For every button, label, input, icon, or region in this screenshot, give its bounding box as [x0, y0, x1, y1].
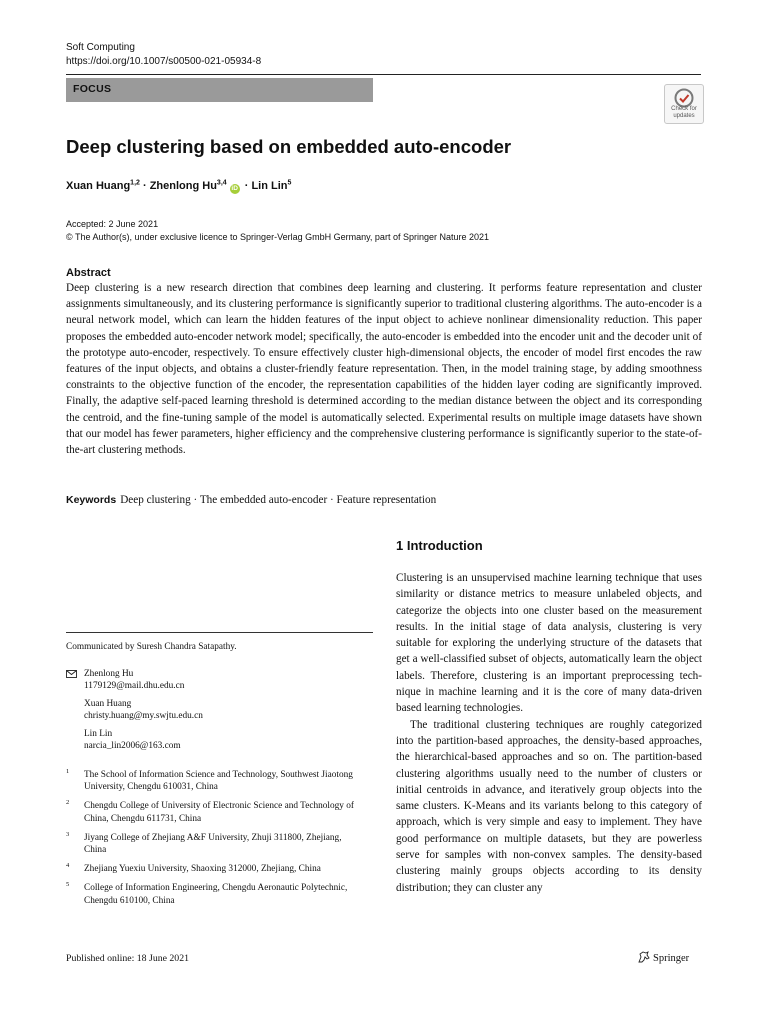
affiliation-number: 3: [66, 830, 70, 838]
contact-email[interactable]: narcia_lin2006@163.com: [84, 741, 181, 751]
author-affiliation-ref: 1,2: [130, 179, 140, 187]
contact-email[interactable]: 1179129@mail.dhu.edu.cn: [84, 681, 185, 691]
author-name: Lin Lin: [251, 180, 288, 192]
affiliation-list: [66, 769, 366, 914]
section-heading-introduction: 1 Introduction: [396, 538, 483, 553]
article-meta: [66, 218, 489, 244]
contact-entry: [66, 698, 366, 722]
journal-name: Soft Computing: [66, 42, 135, 53]
check-updates-line2: updates: [673, 113, 695, 119]
communicated-by: Communicated by Suresh Chandra Satapathy.: [66, 642, 237, 652]
paper-title: Deep clustering based on embedded auto-encoder: [66, 136, 512, 157]
author-separator: ·: [142, 180, 147, 192]
contact-name: Xuan Huang: [84, 699, 132, 709]
introduction-body: [396, 570, 702, 896]
intro-paragraph: The traditional clustering techniques are roughly categorized into the partition-based approaches, the density-based approaches, the hierarchical-based approaches and so on. The partition-based clustering algorithms usually need to the number of clusters or initial centroids in advance, and iteratively group objects into the same clusters. K-Means and its variants belong to this category of approach, which is very simple and easy to implement. They have good performance on multiple datasets, but they are powerless serve for samples with non-convex samples. The density-based clustering mainly groups objects according to its density distribution; they can cluster any: [396, 718, 702, 894]
check-for-updates-badge[interactable]: [664, 84, 704, 124]
keywords-label: Keywords: [66, 494, 117, 506]
author-separator: ·: [244, 180, 249, 192]
author-name: Xuan Huang: [66, 180, 131, 192]
intro-paragraph: Clustering is an unsupervised machine learning technique that uses similarity or distance metrics to measure unlabeled objects, and categorize the objects into one cluster based on the measurement results. In the initial stage of data analysis, clustering is very suitable for exploring the underlying structure of the datasets that get a well-classified subset of objects, automatically learn the object labels. Therefore, clustering is an important preprocessing technique in machine learning and it is the core of many data-driven based learning technologies.: [396, 572, 702, 715]
publisher-name: Springer: [653, 953, 690, 964]
envelope-icon: [66, 670, 77, 678]
abstract-text: Deep clustering is a new research direction that combines deep learning and clustering. It performs feature representation and cluster assignments simultaneously, and its clustering performance is significantly superior to traditional clustering algorithms. The auto-encoder is a neural network model, which can learn the hidden features of the input object to achieve nonlinear dimensionality reduction. This paper proposes the embedded auto-encoder network model; specifically, the auto-encoder is embedded into the encoder unit and the decoder unit of the prototype auto-encoder, respectively. To ensure effectively cluster high-dimensional objects, the encoder of model first encodes the raw features of the input objects, and obtains a cluster-friendly feature representation. Then, in the model training stage, by adding smoothness constraints to the objective function of the encoder, the representation capabilities of the hidden layer coding are significantly improved. Finally, the adaptive self-paced learning threshold is determined according to the median distance between the object and its corresponding the centroid, and the fine-tuning sample of the model is automatically selected. Experimental results on multiple image datasets have shown that our model has fewer parameters, higher efficiency and the comprehensive clustering performance is significantly superior to the state-of-the-art clustering methods.: [66, 282, 702, 457]
contact-entry: [66, 668, 366, 692]
header-rule: [66, 74, 701, 75]
affiliation: [66, 832, 366, 856]
abstract-heading: Abstract: [66, 267, 111, 279]
affiliation: [66, 769, 366, 793]
copyright-notice: © The Author(s), under exclusive licence to Springer-Verlag GmbH Germany, part of Springer Nature 2021: [66, 232, 489, 242]
affiliation-text: Jiyang College of Zhejiang A&F University, Zhuji 311800, Zhejiang, China: [84, 832, 342, 856]
section-label-bar: [66, 78, 373, 102]
affiliation: [66, 800, 366, 824]
contact-entry: [66, 728, 366, 752]
published-online: Published online: 18 June 2021: [66, 953, 190, 964]
affiliation-number: 2: [66, 799, 70, 807]
contact-name: Lin Lin: [84, 729, 113, 739]
keywords: [66, 493, 436, 508]
author-affiliation-ref: 3,4: [216, 179, 227, 187]
affiliation-text: College of Information Engineering, Chengdu Aeronautic Polytechnic, Chengdu 610100, China: [84, 883, 348, 906]
affiliation-text: Zhejiang Yuexiu University, Shaoxing 312000, Zhejiang, China: [84, 864, 321, 875]
orcid-icon[interactable]: iD: [231, 185, 238, 192]
affiliation-text: Chengdu College of University of Electronic Science and Technology of China, Chengdu 611731, China: [84, 801, 355, 824]
springer-horse-icon: [637, 951, 650, 963]
author-affiliation-ref: 5: [287, 179, 292, 187]
keywords-text: Deep clustering · The embedded auto-encoder · Feature representation: [120, 494, 437, 506]
footnote-rule: [66, 632, 373, 633]
affiliation: [66, 882, 366, 906]
author-name: Zhenlong Hu: [149, 180, 217, 192]
check-updates-line1: Check for: [671, 106, 697, 112]
author-list: [66, 179, 291, 194]
contact-list: [66, 668, 366, 758]
section-label: FOCUS: [73, 83, 112, 95]
affiliation-text: The School of Information Science and Technology, Southwest Jiaotong University, Chengdu 610031, China: [84, 770, 353, 793]
contact-name: Zhenlong Hu: [84, 669, 134, 679]
publisher-logo: [637, 951, 689, 964]
contact-email[interactable]: christy.huang@my.swjtu.edu.cn: [84, 711, 203, 721]
affiliation-number: 5: [66, 881, 70, 889]
accepted-date: Accepted: 2 June 2021: [66, 219, 159, 229]
affiliation: [66, 863, 366, 875]
affiliation-number: 1: [66, 768, 70, 775]
check-updates-icon: [674, 88, 694, 108]
doi-link[interactable]: https://doi.org/10.1007/s00500-021-05934-8: [66, 56, 262, 67]
affiliation-number: 4: [66, 862, 70, 870]
journal-header: [66, 41, 261, 69]
